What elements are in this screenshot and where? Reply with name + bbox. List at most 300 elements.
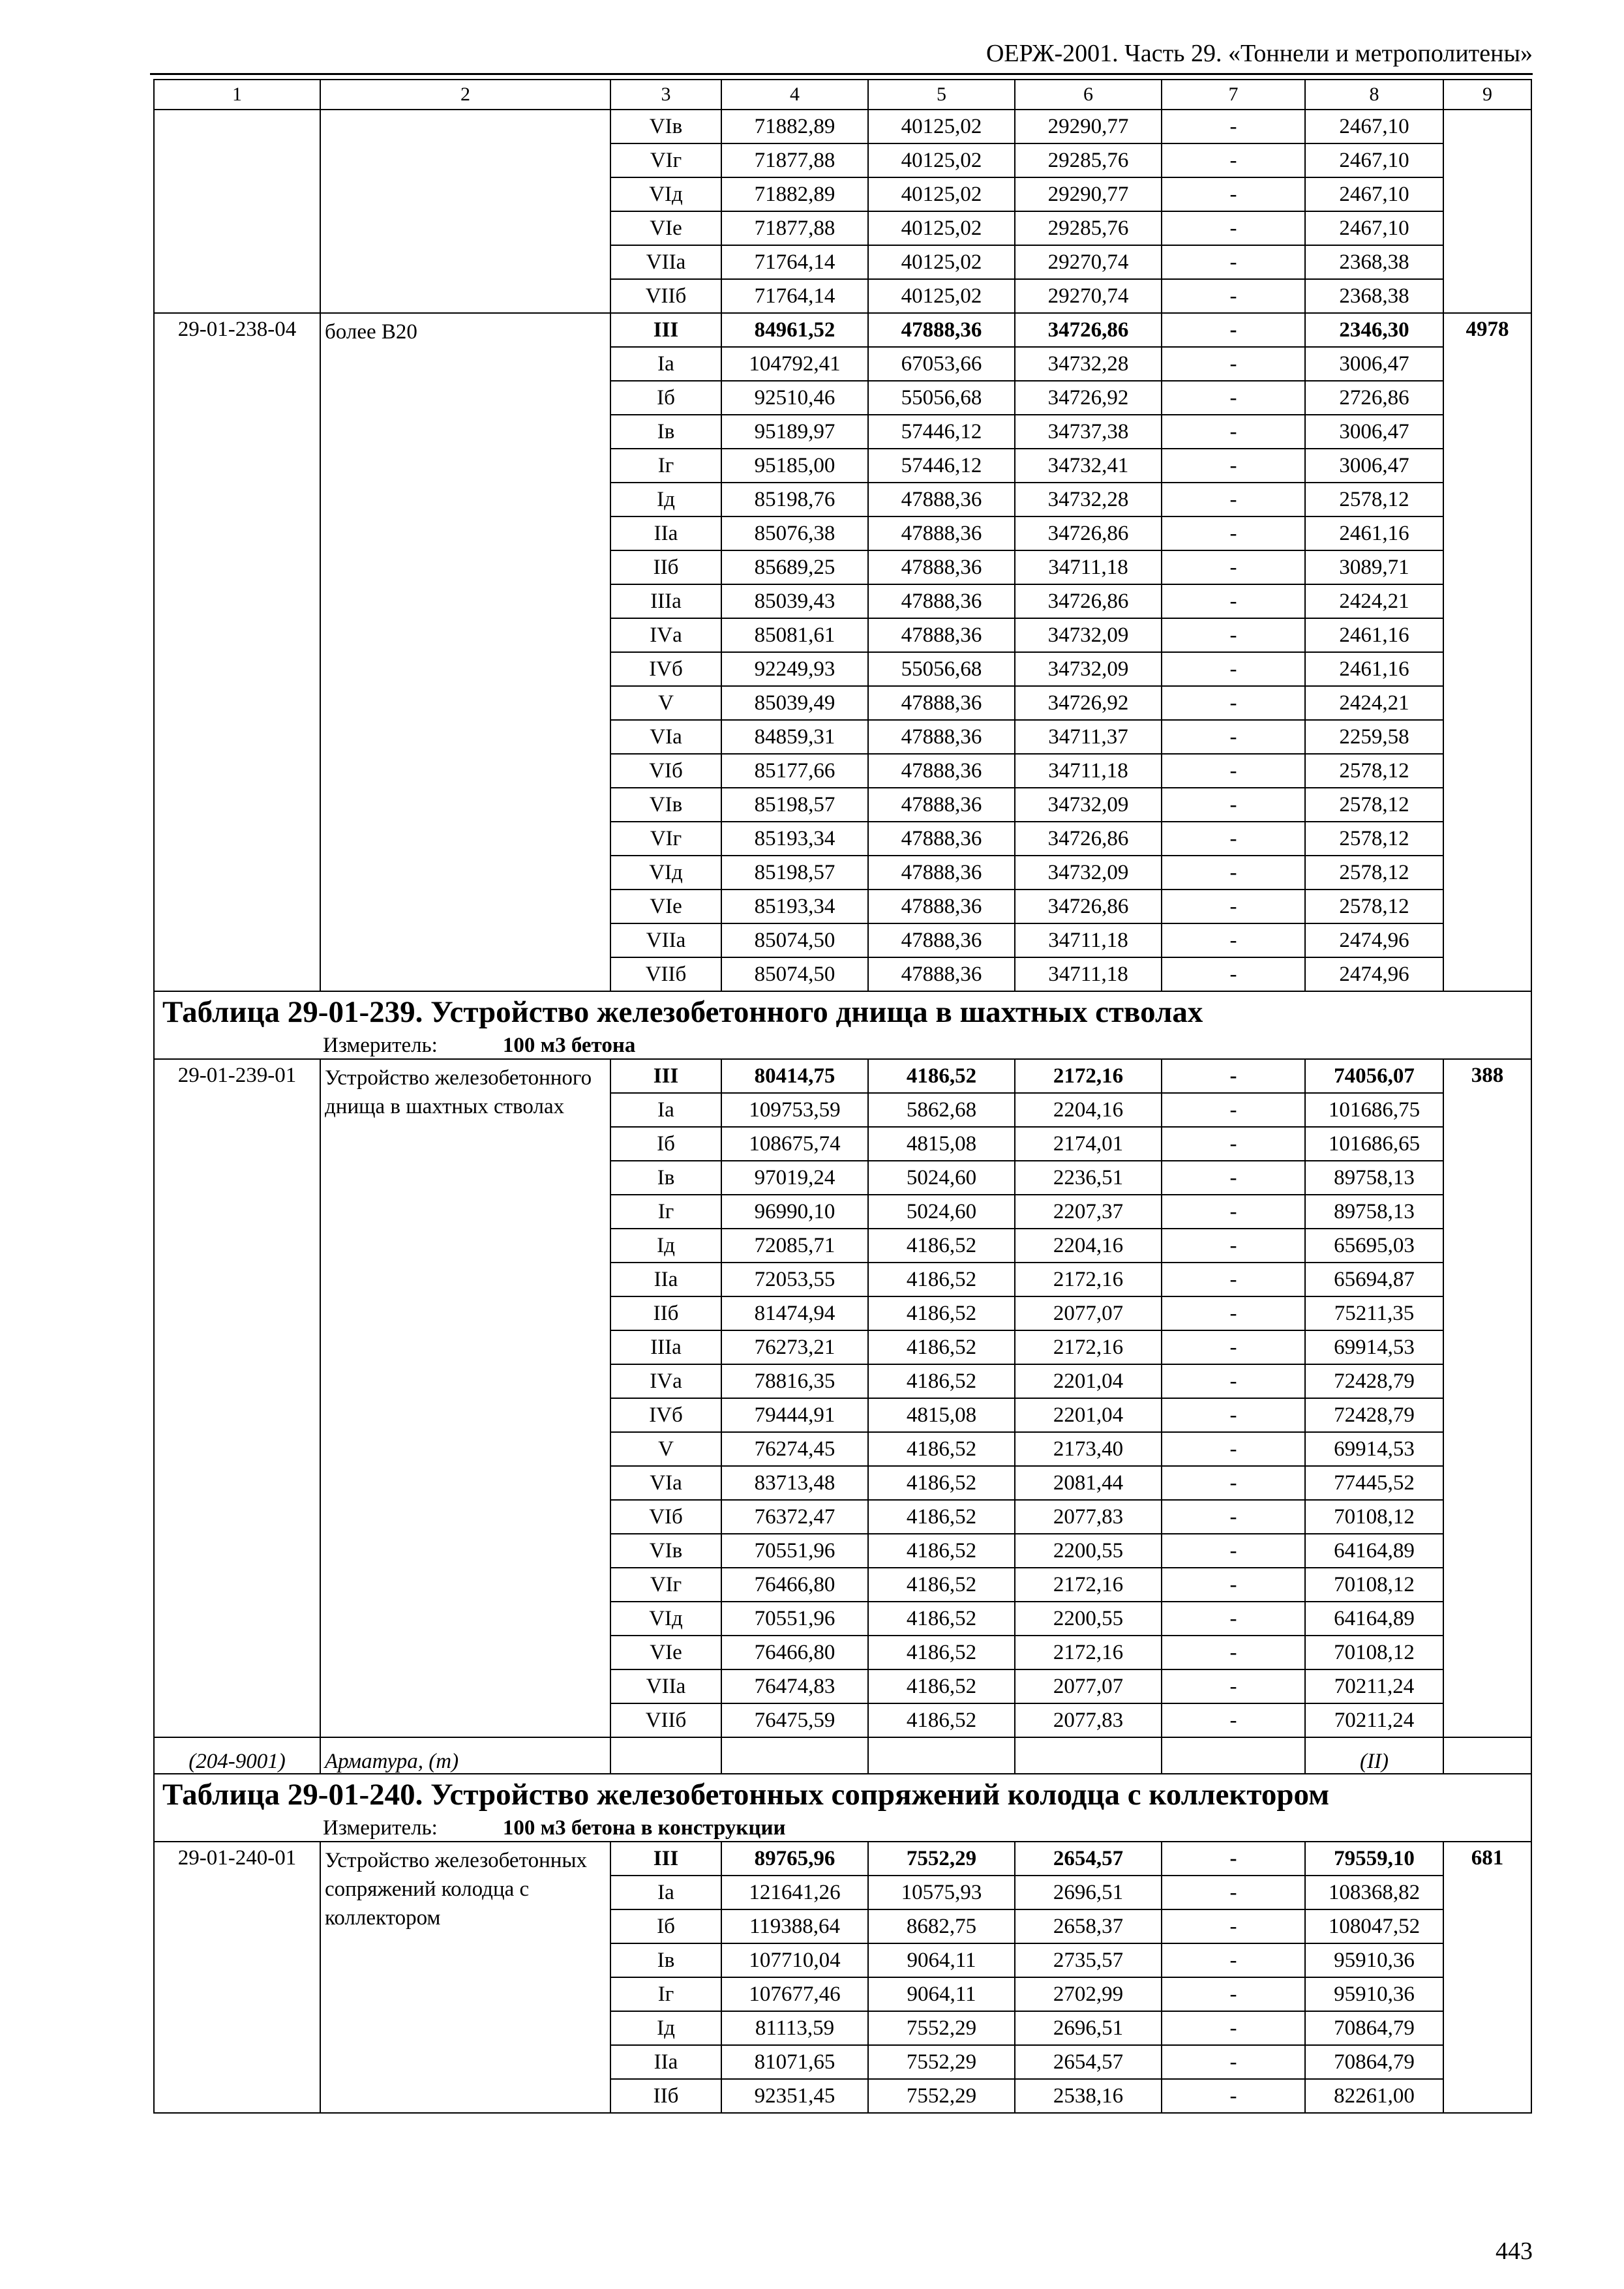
total-cost: 85198,57 bbox=[721, 788, 868, 822]
column-number: 4 bbox=[721, 80, 868, 110]
zone-code: IIа bbox=[610, 2045, 721, 2079]
zone-code: Iа bbox=[610, 347, 721, 381]
zone-code: Iа bbox=[610, 1093, 721, 1127]
materials-cost: 64164,89 bbox=[1305, 1602, 1443, 1636]
wages: 4186,52 bbox=[868, 1568, 1015, 1602]
wages: 4186,52 bbox=[868, 1534, 1015, 1568]
wages: 40125,02 bbox=[868, 143, 1015, 177]
total-cost: 71877,88 bbox=[721, 211, 868, 245]
machinist-wages: - bbox=[1162, 2045, 1305, 2079]
wages: 5862,68 bbox=[868, 1093, 1015, 1127]
meter bbox=[154, 1815, 1531, 1842]
table-row bbox=[154, 110, 1531, 143]
empty-cell bbox=[1162, 1737, 1305, 1774]
total-cost: 85039,43 bbox=[721, 584, 868, 618]
materials-cost: 70864,79 bbox=[1305, 2011, 1443, 2045]
machine-cost: 34726,86 bbox=[1015, 890, 1162, 923]
machine-cost: 34711,18 bbox=[1015, 754, 1162, 788]
machinist-wages: - bbox=[1162, 415, 1305, 449]
materials-cost: 89758,13 bbox=[1305, 1195, 1443, 1229]
total-cost: 76475,59 bbox=[721, 1703, 868, 1737]
machinist-wages: - bbox=[1162, 449, 1305, 483]
table-title-row bbox=[154, 991, 1531, 1032]
materials-cost: 2346,30 bbox=[1305, 313, 1443, 347]
wages: 4186,52 bbox=[868, 1500, 1015, 1534]
wages: 4186,52 bbox=[868, 1330, 1015, 1364]
wages: 47888,36 bbox=[868, 686, 1015, 720]
materials-cost: 70211,24 bbox=[1305, 1669, 1443, 1703]
zone-code: IVб bbox=[610, 652, 721, 686]
meter-row bbox=[154, 1815, 1531, 1842]
rate-code: 29-01-238-04 bbox=[154, 313, 320, 991]
empty-cell bbox=[1015, 1737, 1162, 1774]
total-cost: 76466,80 bbox=[721, 1568, 868, 1602]
wages: 4815,08 bbox=[868, 1127, 1015, 1161]
total-cost: 85177,66 bbox=[721, 754, 868, 788]
machinist-wages: - bbox=[1162, 652, 1305, 686]
wages: 4186,52 bbox=[868, 1229, 1015, 1263]
machine-cost: 34737,38 bbox=[1015, 415, 1162, 449]
machine-cost: 29285,76 bbox=[1015, 143, 1162, 177]
zone-code: Iб bbox=[610, 1127, 721, 1161]
total-cost: 121641,26 bbox=[721, 1876, 868, 1909]
total-cost: 76474,83 bbox=[721, 1669, 868, 1703]
wages: 47888,36 bbox=[868, 313, 1015, 347]
machinist-wages: - bbox=[1162, 1195, 1305, 1229]
materials-cost: 72428,79 bbox=[1305, 1364, 1443, 1398]
machine-cost: 34726,86 bbox=[1015, 313, 1162, 347]
machine-cost: 2236,51 bbox=[1015, 1161, 1162, 1195]
table-row bbox=[154, 1842, 1531, 1876]
materials-cost: 82261,00 bbox=[1305, 2079, 1443, 2113]
total-cost: 85081,61 bbox=[721, 618, 868, 652]
total-cost: 70551,96 bbox=[721, 1602, 868, 1636]
materials-cost: 2578,12 bbox=[1305, 788, 1443, 822]
total-cost: 95189,97 bbox=[721, 415, 868, 449]
zone-code: Iд bbox=[610, 1229, 721, 1263]
machine-cost: 29270,74 bbox=[1015, 279, 1162, 313]
meter-label: Измеритель: bbox=[323, 1816, 438, 1840]
zone-code: VIIа bbox=[610, 1669, 721, 1703]
header-rule bbox=[150, 73, 1533, 75]
materials-cost: 2578,12 bbox=[1305, 822, 1443, 856]
materials-cost: 2259,58 bbox=[1305, 720, 1443, 754]
resource-name: Арматура, (т) bbox=[320, 1737, 610, 1774]
zone-code: VIIа bbox=[610, 923, 721, 957]
wages: 47888,36 bbox=[868, 822, 1015, 856]
wages: 40125,02 bbox=[868, 245, 1015, 279]
machinist-wages: - bbox=[1162, 856, 1305, 890]
wages: 4186,52 bbox=[868, 1263, 1015, 1296]
machine-cost: 2654,57 bbox=[1015, 1842, 1162, 1876]
total-cost: 85074,50 bbox=[721, 923, 868, 957]
materials-cost: 64164,89 bbox=[1305, 1534, 1443, 1568]
machinist-wages: - bbox=[1162, 1876, 1305, 1909]
machinist-wages: - bbox=[1162, 347, 1305, 381]
materials-cost: 3089,71 bbox=[1305, 550, 1443, 584]
work-name bbox=[320, 110, 610, 313]
total-cost: 76372,47 bbox=[721, 1500, 868, 1534]
machine-cost: 34732,09 bbox=[1015, 856, 1162, 890]
materials-cost: 2461,16 bbox=[1305, 516, 1443, 550]
total-cost: 71882,89 bbox=[721, 177, 868, 211]
machine-cost: 29270,74 bbox=[1015, 245, 1162, 279]
meter bbox=[154, 1032, 1531, 1059]
column-number-row bbox=[154, 80, 1531, 110]
materials-cost: 2578,12 bbox=[1305, 483, 1443, 516]
materials-cost: 70211,24 bbox=[1305, 1703, 1443, 1737]
rate-code: 29-01-240-01 bbox=[154, 1842, 320, 2113]
materials-cost: 2578,12 bbox=[1305, 890, 1443, 923]
wages: 4186,52 bbox=[868, 1432, 1015, 1466]
machinist-wages: - bbox=[1162, 143, 1305, 177]
wages: 57446,12 bbox=[868, 415, 1015, 449]
price-table bbox=[153, 79, 1531, 2114]
wages: 40125,02 bbox=[868, 279, 1015, 313]
machine-cost: 34732,09 bbox=[1015, 788, 1162, 822]
machine-cost: 2204,16 bbox=[1015, 1229, 1162, 1263]
wages: 4186,52 bbox=[868, 1636, 1015, 1669]
machinist-wages: - bbox=[1162, 1943, 1305, 1977]
resource-class: (II) bbox=[1305, 1737, 1443, 1774]
machinist-wages: - bbox=[1162, 1127, 1305, 1161]
labor-cost: 681 bbox=[1443, 1842, 1531, 2113]
machine-cost: 34726,86 bbox=[1015, 822, 1162, 856]
machinist-wages: - bbox=[1162, 1977, 1305, 2011]
wages: 7552,29 bbox=[868, 2079, 1015, 2113]
machinist-wages: - bbox=[1162, 2011, 1305, 2045]
wages: 4186,52 bbox=[868, 1466, 1015, 1500]
materials-cost: 70108,12 bbox=[1305, 1500, 1443, 1534]
materials-cost: 65694,87 bbox=[1305, 1263, 1443, 1296]
machine-cost: 2735,57 bbox=[1015, 1943, 1162, 1977]
materials-cost: 65695,03 bbox=[1305, 1229, 1443, 1263]
total-cost: 84859,31 bbox=[721, 720, 868, 754]
machinist-wages: - bbox=[1162, 618, 1305, 652]
column-number: 2 bbox=[320, 80, 610, 110]
zone-code: IVа bbox=[610, 618, 721, 652]
wages: 4186,52 bbox=[868, 1059, 1015, 1093]
materials-cost: 2424,21 bbox=[1305, 686, 1443, 720]
machinist-wages: - bbox=[1162, 1568, 1305, 1602]
machinist-wages: - bbox=[1162, 313, 1305, 347]
machine-cost: 29290,77 bbox=[1015, 177, 1162, 211]
materials-cost: 3006,47 bbox=[1305, 449, 1443, 483]
zone-code: VIд bbox=[610, 856, 721, 890]
machinist-wages: - bbox=[1162, 1500, 1305, 1534]
wages: 10575,93 bbox=[868, 1876, 1015, 1909]
machinist-wages: - bbox=[1162, 720, 1305, 754]
total-cost: 81113,59 bbox=[721, 2011, 868, 2045]
wages: 47888,36 bbox=[868, 788, 1015, 822]
machine-cost: 34711,18 bbox=[1015, 957, 1162, 991]
zone-code: IVа bbox=[610, 1364, 721, 1398]
zone-code: Iд bbox=[610, 483, 721, 516]
wages: 4186,52 bbox=[868, 1602, 1015, 1636]
zone-code: VIIб bbox=[610, 279, 721, 313]
machinist-wages: - bbox=[1162, 550, 1305, 584]
total-cost: 85689,25 bbox=[721, 550, 868, 584]
column-number: 1 bbox=[154, 80, 320, 110]
materials-cost: 79559,10 bbox=[1305, 1842, 1443, 1876]
zone-code: III bbox=[610, 313, 721, 347]
machinist-wages: - bbox=[1162, 1466, 1305, 1500]
materials-cost: 77445,52 bbox=[1305, 1466, 1443, 1500]
meter-unit: 100 м3 бетона в конструкции bbox=[502, 1816, 786, 1840]
materials-cost: 2578,12 bbox=[1305, 754, 1443, 788]
total-cost: 79444,91 bbox=[721, 1398, 868, 1432]
machine-cost: 2174,01 bbox=[1015, 1127, 1162, 1161]
total-cost: 97019,24 bbox=[721, 1161, 868, 1195]
machinist-wages: - bbox=[1162, 923, 1305, 957]
rates-table bbox=[153, 79, 1532, 2114]
wages: 9064,11 bbox=[868, 1943, 1015, 1977]
total-cost: 71764,14 bbox=[721, 245, 868, 279]
machinist-wages: - bbox=[1162, 245, 1305, 279]
machine-cost: 2201,04 bbox=[1015, 1398, 1162, 1432]
machinist-wages: - bbox=[1162, 1229, 1305, 1263]
rate-code: 29-01-239-01 bbox=[154, 1059, 320, 1737]
machinist-wages: - bbox=[1162, 1602, 1305, 1636]
total-cost: 76274,45 bbox=[721, 1432, 868, 1466]
wages: 47888,36 bbox=[868, 516, 1015, 550]
total-cost: 81071,65 bbox=[721, 2045, 868, 2079]
zone-code: VIа bbox=[610, 1466, 721, 1500]
materials-cost: 95910,36 bbox=[1305, 1977, 1443, 2011]
machine-cost: 2081,44 bbox=[1015, 1466, 1162, 1500]
rate-code bbox=[154, 110, 320, 313]
machinist-wages: - bbox=[1162, 1398, 1305, 1432]
zone-code: VIд bbox=[610, 177, 721, 211]
total-cost: 80414,75 bbox=[721, 1059, 868, 1093]
machine-cost: 2696,51 bbox=[1015, 2011, 1162, 2045]
table-title: Таблица 29-01-239. Устройство железобетонного днища в шахтных стволах bbox=[154, 991, 1531, 1032]
machine-cost: 2077,07 bbox=[1015, 1669, 1162, 1703]
total-cost: 71882,89 bbox=[721, 110, 868, 143]
machinist-wages: - bbox=[1162, 177, 1305, 211]
machinist-wages: - bbox=[1162, 1059, 1305, 1093]
wages: 5024,60 bbox=[868, 1195, 1015, 1229]
wages: 7552,29 bbox=[868, 1842, 1015, 1876]
machine-cost: 2207,37 bbox=[1015, 1195, 1162, 1229]
materials-cost: 108047,52 bbox=[1305, 1909, 1443, 1943]
machinist-wages: - bbox=[1162, 1330, 1305, 1364]
machinist-wages: - bbox=[1162, 110, 1305, 143]
labor-cost: 4978 bbox=[1443, 313, 1531, 991]
materials-cost: 2424,21 bbox=[1305, 584, 1443, 618]
materials-cost: 101686,75 bbox=[1305, 1093, 1443, 1127]
wages: 9064,11 bbox=[868, 1977, 1015, 2011]
total-cost: 76273,21 bbox=[721, 1330, 868, 1364]
wages: 47888,36 bbox=[868, 483, 1015, 516]
wages: 40125,02 bbox=[868, 110, 1015, 143]
wages: 47888,36 bbox=[868, 923, 1015, 957]
materials-cost: 2368,38 bbox=[1305, 245, 1443, 279]
total-cost: 85193,34 bbox=[721, 822, 868, 856]
zone-code: Iб bbox=[610, 1909, 721, 1943]
empty-cell bbox=[721, 1737, 868, 1774]
machine-cost: 29290,77 bbox=[1015, 110, 1162, 143]
column-number: 6 bbox=[1015, 80, 1162, 110]
zone-code: VIб bbox=[610, 754, 721, 788]
zone-code: V bbox=[610, 1432, 721, 1466]
total-cost: 72053,55 bbox=[721, 1263, 868, 1296]
materials-cost: 3006,47 bbox=[1305, 347, 1443, 381]
machinist-wages: - bbox=[1162, 1842, 1305, 1876]
materials-cost: 70108,12 bbox=[1305, 1636, 1443, 1669]
total-cost: 72085,71 bbox=[721, 1229, 868, 1263]
zone-code: VIа bbox=[610, 720, 721, 754]
machinist-wages: - bbox=[1162, 1296, 1305, 1330]
machine-cost: 34726,92 bbox=[1015, 381, 1162, 415]
meter-unit: 100 м3 бетона bbox=[502, 1034, 636, 1057]
labor-cost bbox=[1443, 110, 1531, 313]
wages: 47888,36 bbox=[868, 550, 1015, 584]
materials-cost: 2474,96 bbox=[1305, 957, 1443, 991]
wages: 47888,36 bbox=[868, 957, 1015, 991]
zone-code: VIе bbox=[610, 890, 721, 923]
machine-cost: 34732,09 bbox=[1015, 618, 1162, 652]
zone-code: VIIб bbox=[610, 1703, 721, 1737]
wages: 4186,52 bbox=[868, 1703, 1015, 1737]
machine-cost: 2200,55 bbox=[1015, 1602, 1162, 1636]
wages: 5024,60 bbox=[868, 1161, 1015, 1195]
machine-cost: 2204,16 bbox=[1015, 1093, 1162, 1127]
total-cost: 84961,52 bbox=[721, 313, 868, 347]
zone-code: Iб bbox=[610, 381, 721, 415]
wages: 47888,36 bbox=[868, 754, 1015, 788]
wages: 67053,66 bbox=[868, 347, 1015, 381]
materials-cost: 101686,65 bbox=[1305, 1127, 1443, 1161]
work-name: Устройство железобетонного днища в шахтных стволах bbox=[320, 1059, 610, 1737]
total-cost: 89765,96 bbox=[721, 1842, 868, 1876]
wages: 57446,12 bbox=[868, 449, 1015, 483]
zone-code: V bbox=[610, 686, 721, 720]
machine-cost: 2201,04 bbox=[1015, 1364, 1162, 1398]
machinist-wages: - bbox=[1162, 1432, 1305, 1466]
labor-cost: 388 bbox=[1443, 1059, 1531, 1737]
zone-code: Iг bbox=[610, 1977, 721, 2011]
machinist-wages: - bbox=[1162, 1534, 1305, 1568]
zone-code: VIе bbox=[610, 1636, 721, 1669]
column-number: 9 bbox=[1443, 80, 1531, 110]
materials-cost: 2467,10 bbox=[1305, 211, 1443, 245]
zone-code: IIа bbox=[610, 516, 721, 550]
empty-cell bbox=[868, 1737, 1015, 1774]
materials-cost: 95910,36 bbox=[1305, 1943, 1443, 1977]
machinist-wages: - bbox=[1162, 2079, 1305, 2113]
machinist-wages: - bbox=[1162, 686, 1305, 720]
zone-code: VIIа bbox=[610, 245, 721, 279]
machinist-wages: - bbox=[1162, 381, 1305, 415]
materials-cost: 3006,47 bbox=[1305, 415, 1443, 449]
machine-cost: 2172,16 bbox=[1015, 1568, 1162, 1602]
machine-cost: 34726,92 bbox=[1015, 686, 1162, 720]
column-number: 8 bbox=[1305, 80, 1443, 110]
wages: 4186,52 bbox=[868, 1296, 1015, 1330]
page-number: 443 bbox=[1496, 2237, 1533, 2265]
zone-code: VIг bbox=[610, 143, 721, 177]
machinist-wages: - bbox=[1162, 279, 1305, 313]
reinforcement-row bbox=[154, 1737, 1531, 1774]
materials-cost: 2726,86 bbox=[1305, 381, 1443, 415]
zone-code: IIа bbox=[610, 1263, 721, 1296]
zone-code: VIе bbox=[610, 211, 721, 245]
zone-code: III bbox=[610, 1059, 721, 1093]
machinist-wages: - bbox=[1162, 483, 1305, 516]
zone-code: Iд bbox=[610, 2011, 721, 2045]
machinist-wages: - bbox=[1162, 1364, 1305, 1398]
zone-code: VIIб bbox=[610, 957, 721, 991]
machine-cost: 2696,51 bbox=[1015, 1876, 1162, 1909]
zone-code: IIб bbox=[610, 2079, 721, 2113]
machine-cost: 34726,86 bbox=[1015, 516, 1162, 550]
wages: 8682,75 bbox=[868, 1909, 1015, 1943]
materials-cost: 2467,10 bbox=[1305, 177, 1443, 211]
machine-cost: 2077,83 bbox=[1015, 1703, 1162, 1737]
total-cost: 85193,34 bbox=[721, 890, 868, 923]
machine-cost: 34711,37 bbox=[1015, 720, 1162, 754]
machine-cost: 2173,40 bbox=[1015, 1432, 1162, 1466]
table-row bbox=[154, 313, 1531, 347]
zone-code: IVб bbox=[610, 1398, 721, 1432]
machine-cost: 2200,55 bbox=[1015, 1534, 1162, 1568]
total-cost: 81474,94 bbox=[721, 1296, 868, 1330]
materials-cost: 2474,96 bbox=[1305, 923, 1443, 957]
total-cost: 85198,57 bbox=[721, 856, 868, 890]
machine-cost: 2172,16 bbox=[1015, 1059, 1162, 1093]
machinist-wages: - bbox=[1162, 1703, 1305, 1737]
wages: 47888,36 bbox=[868, 584, 1015, 618]
machine-cost: 2172,16 bbox=[1015, 1636, 1162, 1669]
zone-code: VIд bbox=[610, 1602, 721, 1636]
machinist-wages: - bbox=[1162, 754, 1305, 788]
work-name: более В20 bbox=[320, 313, 610, 991]
total-cost: 92510,46 bbox=[721, 381, 868, 415]
total-cost: 70551,96 bbox=[721, 1534, 868, 1568]
materials-cost: 74056,07 bbox=[1305, 1059, 1443, 1093]
materials-cost: 75211,35 bbox=[1305, 1296, 1443, 1330]
total-cost: 83713,48 bbox=[721, 1466, 868, 1500]
machinist-wages: - bbox=[1162, 1263, 1305, 1296]
machine-cost: 34732,41 bbox=[1015, 449, 1162, 483]
wages: 47888,36 bbox=[868, 618, 1015, 652]
machine-cost: 2654,57 bbox=[1015, 2045, 1162, 2079]
column-number: 3 bbox=[610, 80, 721, 110]
materials-cost: 2578,12 bbox=[1305, 856, 1443, 890]
materials-cost: 69914,53 bbox=[1305, 1330, 1443, 1364]
wages: 7552,29 bbox=[868, 2045, 1015, 2079]
total-cost: 119388,64 bbox=[721, 1909, 868, 1943]
materials-cost: 2467,10 bbox=[1305, 143, 1443, 177]
machinist-wages: - bbox=[1162, 1636, 1305, 1669]
wages: 4815,08 bbox=[868, 1398, 1015, 1432]
table-title-row bbox=[154, 1774, 1531, 1815]
zone-code: VIб bbox=[610, 1500, 721, 1534]
zone-code: IIIа bbox=[610, 584, 721, 618]
total-cost: 85039,49 bbox=[721, 686, 868, 720]
machine-cost: 34732,28 bbox=[1015, 347, 1162, 381]
wages: 55056,68 bbox=[868, 381, 1015, 415]
materials-cost: 89758,13 bbox=[1305, 1161, 1443, 1195]
total-cost: 71764,14 bbox=[721, 279, 868, 313]
machinist-wages: - bbox=[1162, 822, 1305, 856]
wages: 47888,36 bbox=[868, 856, 1015, 890]
total-cost: 104792,41 bbox=[721, 347, 868, 381]
machinist-wages: - bbox=[1162, 1161, 1305, 1195]
zone-code: Iв bbox=[610, 1161, 721, 1195]
materials-cost: 2461,16 bbox=[1305, 618, 1443, 652]
